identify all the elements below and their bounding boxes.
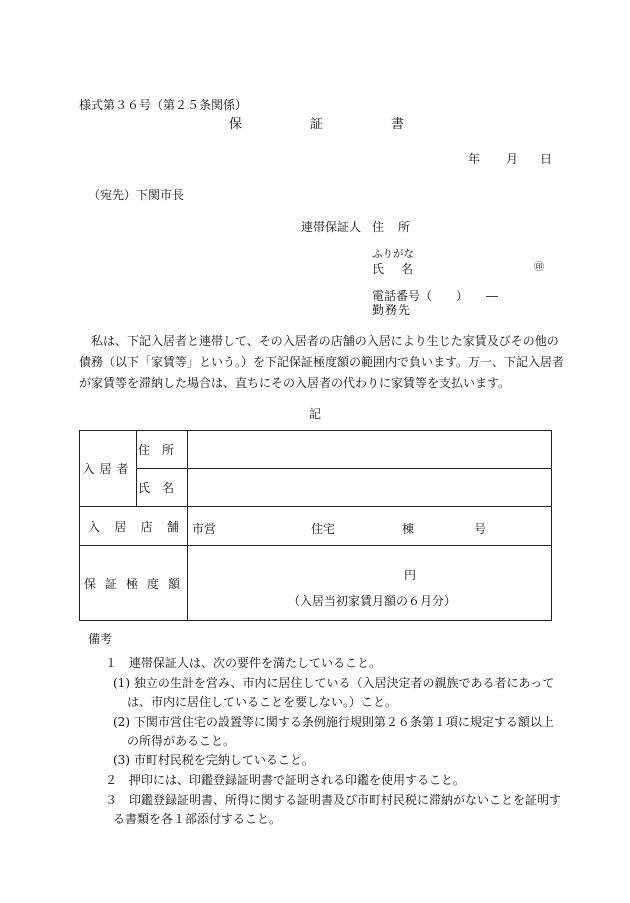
store-part-go: 号: [474, 522, 487, 536]
title-char-2: 証: [310, 117, 324, 132]
workplace-label: 勤務先: [372, 303, 412, 317]
note-1-2-cont: の所得があること。: [127, 734, 236, 748]
note-1-1: (1) 独立の生計を営み、市内に居住している（入居決定者の親族である者にあって: [113, 676, 555, 690]
seal-mark-icon: ㊞: [534, 262, 544, 273]
limit-field[interactable]: [188, 546, 552, 621]
limit-label-char-2: 証: [104, 576, 117, 591]
notes-heading: 備考: [88, 632, 113, 646]
limit-label-char-4: 度: [146, 576, 159, 591]
note-3-cont: る書類を各１部添付すること。: [113, 812, 282, 826]
form-number: 様式第３６号（第２５条関係）: [79, 98, 248, 112]
store-label-char-2: 居: [114, 519, 127, 534]
note-2: ２ 押印には、印鑑登録証明書で証明される印鑑を使用すること。: [105, 773, 466, 787]
date-day: 日: [540, 152, 553, 166]
store-label-char-1: 入: [88, 519, 101, 534]
note-1-3: (3) 市町村民税を完納していること。: [113, 753, 314, 767]
limit-label-char-1: 保: [84, 576, 97, 591]
info-table: [79, 430, 552, 621]
tenant-address-field[interactable]: [188, 431, 552, 469]
statement-line-2: 債務（以下「家賃等」という。）を下記保証極度額の範囲内で負います。万一、下記入居者: [79, 355, 565, 369]
guarantee-statement: [79, 331, 565, 394]
limit-label-char-3: 極: [125, 576, 138, 591]
title-char-3: 書: [391, 117, 405, 132]
note-1-2: (2) 下関市営住宅の設置等に関する条例施行規則第２６条第１項に規定する額以上: [113, 715, 554, 729]
tenant-address-label-cell: [137, 431, 188, 469]
tenant-name-label-cell: [137, 469, 188, 507]
note-3: ３ 印鑑登録証明書、所得に関する証明書及び市町村民税に滞納がないことを証明す: [105, 793, 562, 807]
furigana-label: ふりがな: [372, 248, 414, 260]
statement-line-3: が家賃等を滞納した場合は、直ちにその入居者の代わりに家賃等を支払います。: [79, 376, 511, 390]
guarantor-name-label: 氏名: [372, 262, 431, 276]
store-part-jutaku: 住宅: [311, 522, 336, 536]
note-1: １ 連帯保証人は、次の要件を満たしていること。: [105, 656, 382, 670]
store-part-mune: 棟: [402, 522, 415, 536]
store-label-char-3: 店: [140, 519, 153, 534]
tenant-name-label: 氏名: [137, 481, 186, 495]
date-year: 年: [468, 152, 481, 166]
limit-note: （入居当初家賃月額の６月分）: [288, 594, 457, 608]
date-month: 月: [506, 152, 519, 166]
record-label: 記: [309, 407, 322, 421]
guarantor-label: 連帯保証人: [301, 220, 362, 234]
title-char-1: 保: [229, 117, 243, 132]
tenant-address-label: 住所: [137, 443, 186, 457]
addressee: （宛先）下関市長: [88, 188, 185, 202]
statement-line-1: 私は、下記入居者と連帯して、その入居者の店舗の入居により生じた家賃及びその他の: [79, 334, 559, 348]
tenant-label-cell: [80, 431, 137, 507]
store-part-shiei: 市営: [192, 522, 217, 536]
limit-label-char-5: 額: [167, 576, 180, 591]
note-1-1-cont: は、市内に居住していることを要しない。）こと。: [127, 695, 398, 709]
limit-yen-label: 円: [404, 568, 417, 582]
store-label-cell: [80, 507, 188, 546]
store-label-char-4: 舗: [166, 519, 179, 534]
guarantor-address-label: 住所: [372, 220, 425, 234]
phone-number-label: 電話番号（ ） ―: [372, 289, 499, 303]
tenant-name-field[interactable]: [188, 469, 552, 507]
tenant-label: 入居者: [82, 462, 134, 476]
store-field[interactable]: [188, 507, 552, 546]
limit-label-cell: [80, 546, 188, 621]
